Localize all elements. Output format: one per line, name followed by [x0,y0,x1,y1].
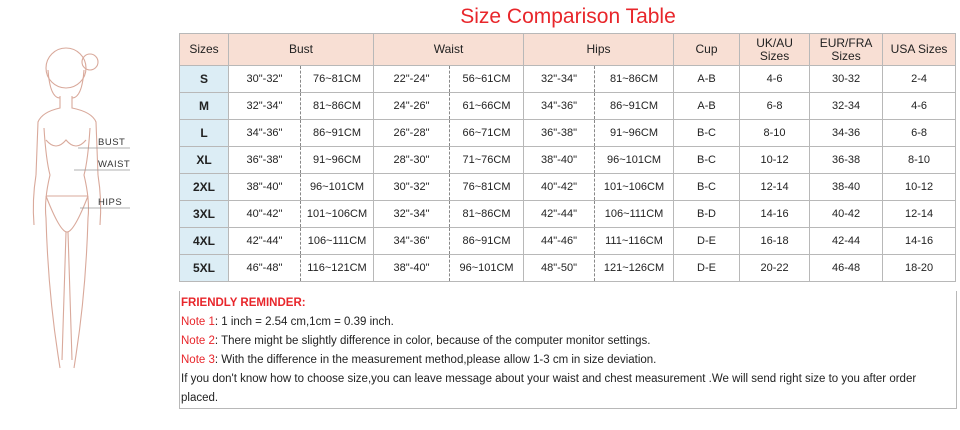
cell-hips-in: 38"-40" [524,147,595,174]
cell-waist-in: 24"-26" [374,93,450,120]
friendly-reminder [181,294,956,408]
cell-eur: 36-38 [810,147,883,174]
cell-size: 3XL [180,201,229,228]
cell-hips-in: 44"-46" [524,228,595,255]
cell-eur: 32-34 [810,93,883,120]
note-3-label: Note 3 [181,354,215,366]
cell-bust-cm: 106~111CM [301,228,374,255]
cell-bust-cm: 91~96CM [301,147,374,174]
cell-uk: 10-12 [740,147,810,174]
cell-waist-cm: 81~86CM [450,201,524,228]
cell-bust-in: 32"-34" [229,93,301,120]
cell-waist-in: 38"-40" [374,255,450,282]
cell-waist-cm: 66~71CM [450,120,524,147]
cell-cup: D-E [674,255,740,282]
note-2-text: : There might be slightly difference in color, because of the computer monitor settings. [214,335,651,347]
cell-size: 2XL [180,174,229,201]
cell-size: S [180,66,229,93]
bust-label: BUST [98,137,126,148]
cell-size: XL [180,147,229,174]
cell-bust-in: 40"-42" [229,201,301,228]
header-usa: USA Sizes [883,34,956,66]
table-row [180,174,956,201]
cell-uk: 4-6 [740,66,810,93]
table-row [180,120,956,147]
cell-size: L [180,120,229,147]
cell-bust-cm: 96~101CM [301,174,374,201]
cell-waist-in: 26"-28" [374,120,450,147]
cell-hips-in: 40"-42" [524,174,595,201]
cell-bust-in: 38"-40" [229,174,301,201]
cell-waist-in: 32"-34" [374,201,450,228]
cell-waist-cm: 86~91CM [450,228,524,255]
cell-eur: 46-48 [810,255,883,282]
cell-size: 4XL [180,228,229,255]
cell-uk: 14-16 [740,201,810,228]
cell-usa: 2-4 [883,66,956,93]
cell-bust-cm: 86~91CM [301,120,374,147]
note-1-text: : 1 inch = 2.54 cm,1cm = 0.39 inch. [214,316,394,328]
cell-hips-in: 36"-38" [524,120,595,147]
size-table [179,33,956,282]
header-waist: Waist [374,34,524,66]
cell-hips-cm: 81~86CM [595,66,674,93]
cell-cup: B-D [674,201,740,228]
table-row [180,201,956,228]
cell-waist-cm: 76~81CM [450,174,524,201]
note-3-text: : With the difference in the measurement method,please allow 1-3 cm in size deviation. [214,354,657,366]
cell-uk: 8-10 [740,120,810,147]
hips-label: HIPS [98,197,123,208]
table-row [180,228,956,255]
cell-waist-in: 30"-32" [374,174,450,201]
cell-eur: 38-40 [810,174,883,201]
header-eur-fra: EUR/FRA Sizes [810,34,883,66]
header-cup: Cup [674,34,740,66]
note-2 [181,332,956,351]
cell-cup: B-C [674,120,740,147]
cell-uk: 16-18 [740,228,810,255]
cell-hips-cm: 101~106CM [595,174,674,201]
cell-cup: B-C [674,147,740,174]
cell-waist-cm: 71~76CM [450,147,524,174]
cell-eur: 42-44 [810,228,883,255]
cell-uk: 20-22 [740,255,810,282]
cell-waist-cm: 56~61CM [450,66,524,93]
header-sizes: Sizes [180,34,229,66]
cell-size: 5XL [180,255,229,282]
cell-waist-in: 34"-36" [374,228,450,255]
cell-bust-in: 42"-44" [229,228,301,255]
cell-eur: 40-42 [810,201,883,228]
header-bust: Bust [229,34,374,66]
cell-hips-in: 48"-50" [524,255,595,282]
cell-usa: 4-6 [883,93,956,120]
cell-waist-cm: 61~66CM [450,93,524,120]
cell-waist-in: 28"-30" [374,147,450,174]
cell-waist-cm: 96~101CM [450,255,524,282]
cell-usa: 10-12 [883,174,956,201]
cell-bust-in: 34"-36" [229,120,301,147]
size-chart [178,0,958,425]
note-2-label: Note 2 [181,335,215,347]
table-header-row [180,34,956,66]
cell-eur: 30-32 [810,66,883,93]
cell-cup: A-B [674,93,740,120]
cell-usa: 18-20 [883,255,956,282]
cell-hips-cm: 86~91CM [595,93,674,120]
page-title: Size Comparison Table [460,5,676,28]
cell-bust-in: 46"-48" [229,255,301,282]
waist-label: WAIST [98,159,131,170]
woman-silhouette-icon [0,0,180,425]
body-measurement-figure [0,0,180,425]
cell-bust-cm: 81~86CM [301,93,374,120]
footer-note: If you don't know how to choose size,you can leave message about your waist and chest measurement .We will send right size to you after order placed. [181,373,917,404]
cell-hips-cm: 96~101CM [595,147,674,174]
cell-uk: 6-8 [740,93,810,120]
reminder-heading: FRIENDLY REMINDER: [181,297,306,309]
cell-eur: 34-36 [810,120,883,147]
cell-usa: 14-16 [883,228,956,255]
cell-cup: B-C [674,174,740,201]
cell-usa: 6-8 [883,120,956,147]
note-3 [181,351,956,370]
table-row [180,147,956,174]
note-1-label: Note 1 [181,316,215,328]
cell-usa: 8-10 [883,147,956,174]
cell-hips-cm: 106~111CM [595,201,674,228]
table-row [180,255,956,282]
cell-hips-in: 34"-36" [524,93,595,120]
cell-usa: 12-14 [883,201,956,228]
cell-hips-in: 42"-44" [524,201,595,228]
cell-bust-in: 30"-32" [229,66,301,93]
cell-size: M [180,93,229,120]
table-row [180,93,956,120]
cell-bust-in: 36"-38" [229,147,301,174]
cell-hips-cm: 121~126CM [595,255,674,282]
note-1 [181,313,956,332]
cell-bust-cm: 116~121CM [301,255,374,282]
cell-waist-in: 22"-24" [374,66,450,93]
table-row [180,66,956,93]
cell-hips-cm: 111~116CM [595,228,674,255]
cell-uk: 12-14 [740,174,810,201]
cell-bust-cm: 101~106CM [301,201,374,228]
cell-hips-cm: 91~96CM [595,120,674,147]
header-hips: Hips [524,34,674,66]
cell-bust-cm: 76~81CM [301,66,374,93]
cell-cup: A-B [674,66,740,93]
header-uk-au: UK/AU Sizes [740,34,810,66]
cell-cup: D-E [674,228,740,255]
cell-hips-in: 32"-34" [524,66,595,93]
